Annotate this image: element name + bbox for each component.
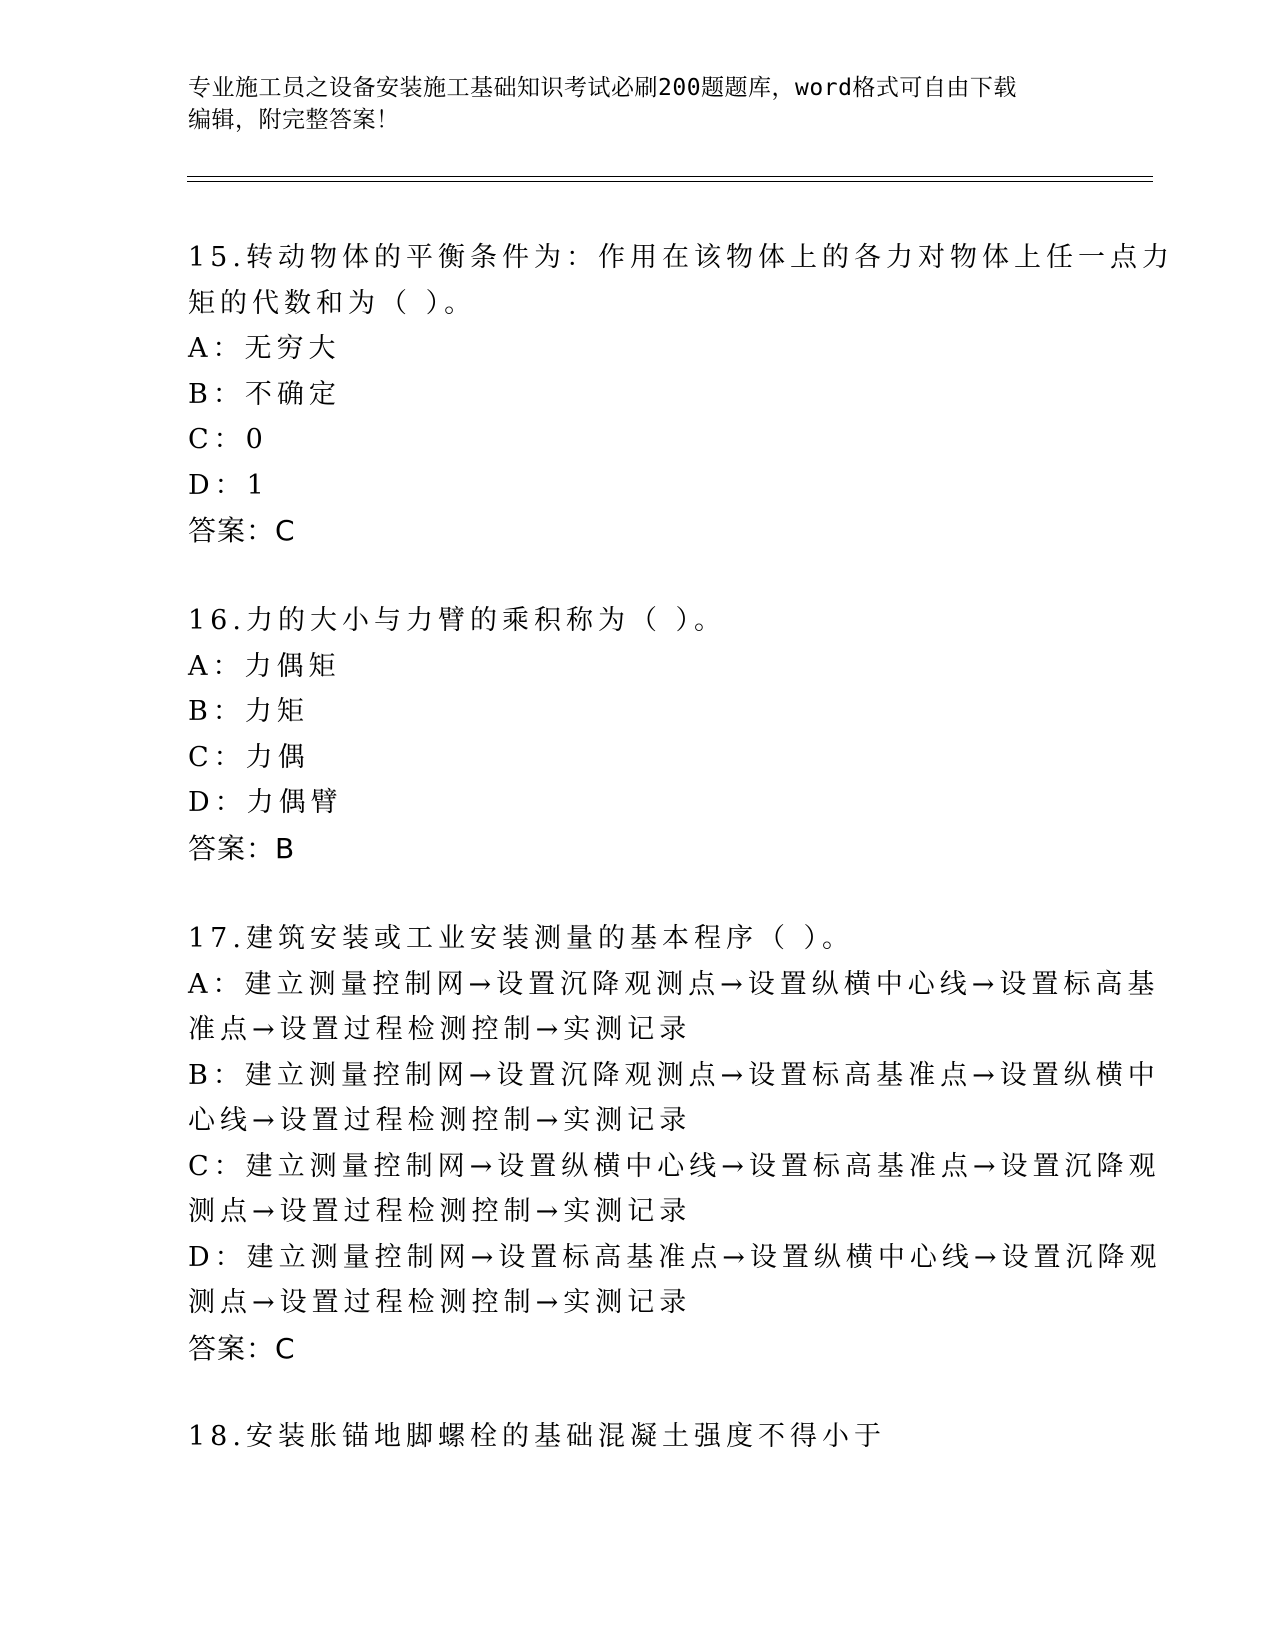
option-b-line-1: B：建立测量控制网→设置沉降观测点→设置标高基准点→设置纵横中 bbox=[188, 1059, 1160, 1091]
option-d-line-1: D：建立测量控制网→设置标高基准点→设置纵横中心线→设置沉降观 bbox=[188, 1241, 1162, 1273]
header-title-line-1: 专业施工员之设备安装施工基础知识考试必刷200题题库，word格式可自由下载 bbox=[188, 75, 1017, 101]
option-c: C：0 bbox=[188, 424, 268, 455]
option-d: D：力偶臂 bbox=[188, 787, 343, 818]
answer-label: 答案：C bbox=[188, 514, 296, 547]
document-header bbox=[188, 72, 1068, 136]
option-a-line-1: A：建立测量控制网→设置沉降观测点→设置纵横中心线→设置标高基 bbox=[188, 968, 1160, 1000]
question-stem-line: 矩的代数和为（ ）。 bbox=[188, 287, 477, 319]
question-17 bbox=[188, 916, 1162, 1371]
option-d-line-2: 测点→设置过程检测控制→实测记录 bbox=[188, 1287, 692, 1318]
option-b-line-2: 心线→设置过程检测控制→实测记录 bbox=[188, 1105, 692, 1136]
option-a: A：无穷大 bbox=[188, 333, 341, 364]
option-a: A：力偶矩 bbox=[188, 650, 341, 682]
question-stem-line: 16.力的大小与力臂的乘积称为（ ）。 bbox=[188, 605, 727, 636]
option-c-line-2: 测点→设置过程检测控制→实测记录 bbox=[188, 1196, 692, 1227]
header-divider-bottom bbox=[187, 181, 1153, 182]
question-15 bbox=[188, 235, 1174, 554]
option-c: C：力偶 bbox=[188, 741, 310, 773]
question-stem-line: 15.转动物体的平衡条件为：作用在该物体上的各力对物体上任一点力 bbox=[188, 242, 1174, 273]
header-divider-top bbox=[187, 176, 1153, 177]
question-stem-line: 18.安装胀锚地脚螺栓的基础混凝土强度不得小于 bbox=[188, 1421, 886, 1452]
option-a-line-2: 准点→设置过程检测控制→实测记录 bbox=[188, 1014, 692, 1045]
option-c-line-1: C：建立测量控制网→设置纵横中心线→设置标高基准点→设置沉降观 bbox=[188, 1150, 1161, 1182]
question-16 bbox=[188, 598, 1088, 871]
answer-label: 答案：C bbox=[188, 1331, 296, 1365]
answer-label: 答案：B bbox=[188, 831, 296, 865]
question-18 bbox=[188, 1414, 1088, 1460]
question-stem-line: 17.建筑安装或工业安装测量的基本程序（ ）。 bbox=[188, 923, 855, 954]
header-title-line-2: 编辑，附完整答案！ bbox=[188, 107, 400, 133]
option-b: B：力矩 bbox=[188, 696, 309, 727]
option-d: D：1 bbox=[188, 469, 269, 501]
option-b: B：不确定 bbox=[188, 378, 341, 410]
